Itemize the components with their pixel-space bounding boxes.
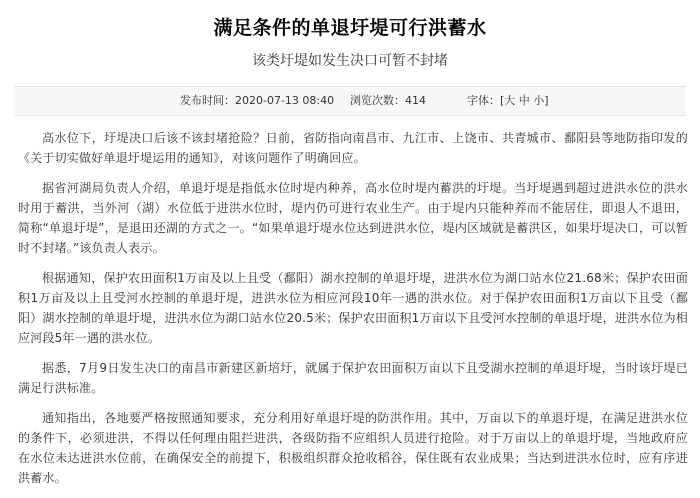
article-paragraph: 据省河湖局负责人介绍，单退圩堤是指低水位时堤内种养，高水位时堤内蓄洪的圩堤。当圩堤遇到超过进洪水位的洪水时用于蓄洪，当外河（湖）水位低于进洪水位时，堤内仍可进行农业生产。由于堤内只能种养而不能居住，即退人不退田，简称“单退圩堤”，是退田还湖的方式之一。“如果单退圩堤水位达到进洪水位，堤内区域就是蓄洪区，如果圩堤决口，可以暂时不封堵。”该负责人表示。 [18, 181, 688, 255]
article-paragraph: 高水位下，圩堤决口后该不该封堵抢险？日前，省防指向南昌市、九江市、上饶市、共青城市、鄱阳县等地防指印发的《关于切实做好单退圩堤运用的通知》，对该问题作了明确回应。 [18, 131, 688, 165]
view-count-value: 414 [405, 94, 426, 107]
view-count-label: 浏览次数： [350, 94, 405, 107]
publish-time-value: 2020-07-13 08:40 [235, 94, 335, 107]
font-size-label: 字体： [467, 94, 500, 107]
publish-time-label: 发布时间： [180, 94, 235, 107]
font-bracket-close: ] [544, 94, 549, 107]
font-bracket-open: [ [500, 94, 505, 107]
view-count-info [350, 87, 426, 115]
font-size-medium-option[interactable]: 中 [518, 94, 530, 107]
font-size-large-option[interactable]: 大 [504, 94, 516, 107]
publish-time-info [180, 87, 334, 115]
font-size-small-option[interactable]: 小 [533, 94, 545, 107]
article-paragraph: 根据通知，保护农田面积1万亩及以上且受（鄱阳）湖水控制的单退圩堤，进洪水位为湖口站水位21.68米；保护农田面积1万亩及以上且受河水控制的单退圩堤，进洪水位为相应河段10年一遇的洪水位。对于保护农田面积1万亩以下且受（鄱阳）湖水控制的单退圩堤，进洪水位为湖口站水位20.5米；保护农田面积1万亩以下且受河水控制的单退圩堤，进洪水位为相应河段5年一遇的洪水位。 [18, 271, 688, 345]
article-body [18, 128, 688, 498]
article-paragraph: 据悉，7月9日发生决口的南昌市新建区新培圩，就属于保护农田面积万亩以下且受湖水控制的单退圩堤，当时该圩堤已满足行洪标准。 [18, 361, 688, 395]
article-paragraph: 通知指出，各地要严格按照通知要求，充分利用好单退圩堤的防洪作用。其中，万亩以下的单退圩堤，在满足进洪水位的条件下，必须进洪，不得以任何理由阻拦进洪，各级防指不应组织人员进行抢险。对于万亩以上的单退圩堤，当地政府应在水位未达进洪水位前，在确保安全的前提下，积极组织群众抢收稻谷，保住既有农业成果；当达到进洪水位时，应有序进洪蓄水。 [18, 411, 688, 485]
article-title: 满足条件的单退圩堤可行洪蓄水 [213, 17, 487, 39]
article-subtitle: 该类圩堤如发生决口可暂不封堵 [252, 53, 448, 69]
font-size-selector [467, 87, 549, 115]
article-meta-bar [14, 86, 686, 116]
